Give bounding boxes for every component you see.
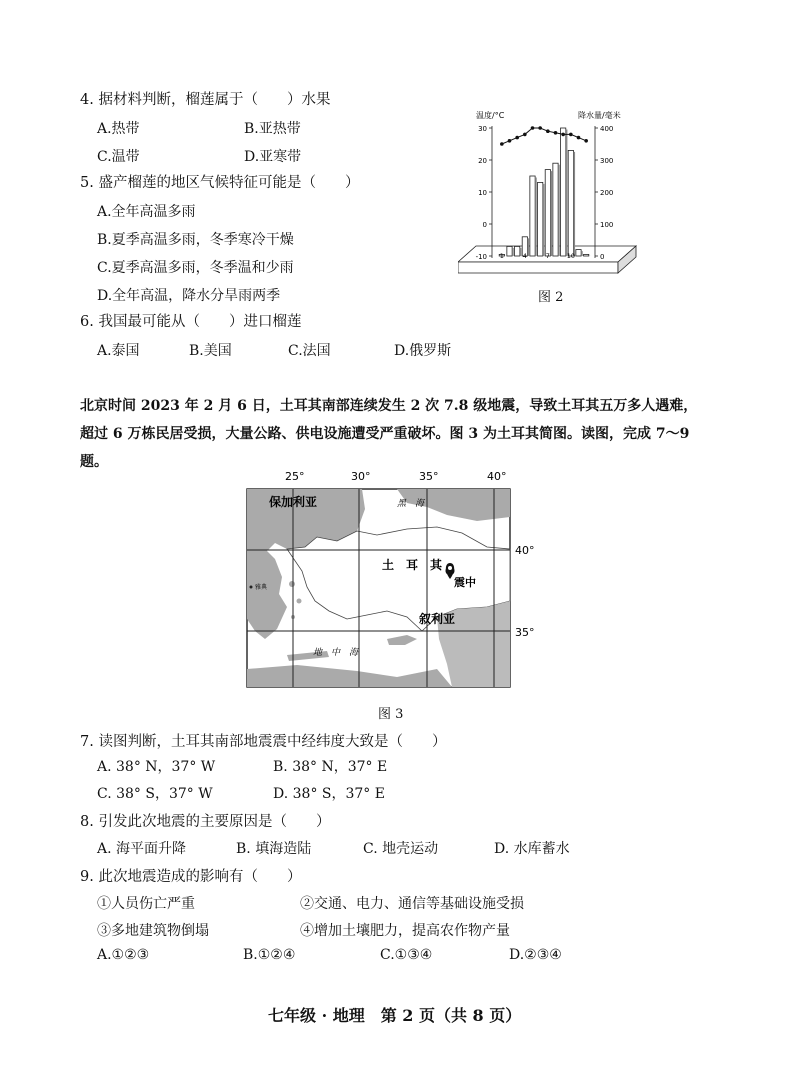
figure-3-turkey-map	[240, 468, 540, 693]
right-tick-label: 200	[600, 189, 614, 197]
q6-option-c[interactable]: C.法国	[288, 343, 331, 359]
temperature-polyline	[502, 128, 586, 144]
month-tick-label: 1	[499, 252, 504, 260]
q5-option-a[interactable]: A.全年高温多雨	[97, 204, 196, 220]
precipitation-bar	[538, 182, 543, 256]
q5-stem: 5. 盛产榴莲的地区气候特征可能是（ ）	[80, 175, 360, 191]
temperature-point	[538, 126, 542, 130]
temperature-line	[500, 126, 588, 146]
q9-option-b[interactable]: B.①②④	[243, 947, 296, 963]
q9-statement-2: ②交通、电力、通信等基础设施受损	[300, 896, 524, 912]
label-turkey: 土 耳 其	[382, 558, 443, 572]
month-tick-label: 10	[566, 252, 575, 260]
q4-option-a[interactable]: A.热带	[97, 121, 140, 137]
precipitation-bar-shadow	[512, 248, 514, 256]
q9-option-d[interactable]: D.②③④	[509, 947, 562, 963]
q6-option-a[interactable]: A.泰国	[97, 343, 140, 359]
temperature-point	[584, 139, 588, 143]
chart-base-front	[458, 262, 618, 273]
figure-3-caption: 图 3	[378, 707, 404, 722]
q5-option-b[interactable]: B.夏季高温多雨，冬季寒冷干燥	[97, 232, 294, 248]
precipitation-bars	[499, 128, 590, 256]
left-axis-ticks	[476, 125, 492, 261]
precipitation-bar-shadow	[566, 130, 568, 257]
temperature-point	[523, 133, 527, 137]
q8-option-d[interactable]: D. 水库蓄水	[494, 841, 570, 857]
q6-stem: 6. 我国最可能从（ ）进口榴莲	[80, 314, 302, 330]
temperature-point	[508, 139, 512, 143]
left-tick-label: 10	[478, 189, 487, 197]
left-axis-label: 温度/°C	[476, 111, 505, 120]
precipitation-bar	[561, 128, 566, 256]
precipitation-bar-shadow	[573, 152, 575, 256]
precipitation-bar-shadow	[520, 248, 522, 256]
left-tick-label: -10	[475, 253, 487, 261]
lon-label-25: 25°	[285, 470, 305, 483]
lon-label-40: 40°	[487, 470, 507, 483]
climate-chart-svg	[458, 106, 643, 281]
temperature-point	[546, 129, 550, 133]
figure-2-caption: 图 2	[538, 290, 564, 305]
q7-option-b[interactable]: B. 38° N，37° E	[273, 759, 388, 775]
left-tick-label: 0	[482, 221, 487, 229]
precipitation-bar	[545, 170, 550, 256]
aegean-island	[289, 581, 295, 587]
precipitation-bar	[553, 163, 558, 256]
aegean-island	[297, 599, 302, 604]
q5-option-d[interactable]: D.全年高温，降水分旱雨两季	[97, 288, 281, 304]
q8-option-b[interactable]: B. 填海造陆	[236, 841, 312, 857]
figure-2-climate-chart	[458, 106, 643, 281]
left-tick-label: 30	[478, 125, 487, 133]
label-mediterranean: 地 中 海	[313, 648, 359, 658]
q9-option-c[interactable]: C.①③④	[380, 947, 433, 963]
q9-option-a[interactable]: A.①②③	[97, 947, 150, 963]
right-axis-label: 降水量/毫米	[578, 111, 621, 120]
temperature-point	[531, 126, 535, 130]
temperature-point	[554, 131, 558, 135]
precipitation-bar-shadow	[527, 238, 529, 256]
precipitation-bar-shadow	[550, 171, 552, 256]
right-tick-label: 100	[600, 221, 614, 229]
q9-statement-4: ④增加土壤肥力，提高农作物产量	[300, 923, 510, 939]
athens-dot	[250, 586, 253, 589]
precipitation-bar-shadow	[558, 165, 560, 256]
label-athens: 雅典	[255, 584, 268, 591]
label-syria: 叙利亚	[419, 612, 456, 626]
q7-stem: 7. 读图判断，土耳其南部地震震中经纬度大致是（ ）	[80, 734, 447, 750]
label-black-sea: 黑 海	[397, 499, 425, 509]
lat-label-40: 40°	[515, 544, 535, 557]
q8-stem: 8. 引发此次地震的主要原因是（ ）	[80, 814, 331, 830]
q4-option-b[interactable]: B.亚热带	[244, 121, 301, 137]
precipitation-bar	[576, 250, 581, 256]
month-tick-label: 4	[522, 252, 527, 260]
q9-statement-3: ③多地建筑物倒塌	[97, 923, 209, 939]
q9-statement-1: ①人员伤亡严重	[97, 896, 195, 912]
precipitation-bar-shadow	[543, 184, 545, 256]
right-tick-label: 0	[600, 253, 605, 261]
q7-option-c[interactable]: C. 38° S，37° W	[97, 786, 213, 802]
label-epicenter: 震中	[454, 576, 476, 589]
q8-option-a[interactable]: A. 海平面升降	[97, 841, 187, 857]
precipitation-bar	[584, 254, 589, 256]
q7-option-d[interactable]: D. 38° S，37° E	[273, 786, 385, 802]
page-footer: 七年级 · 地理 第 2 页（共 8 页）	[268, 1006, 522, 1025]
precipitation-bar	[530, 176, 535, 256]
temperature-point	[500, 142, 504, 146]
month-tick-label: 7	[545, 252, 550, 260]
precipitation-bar-shadow	[581, 251, 583, 256]
lon-label-30: 30°	[351, 470, 371, 483]
temperature-point	[561, 133, 565, 137]
lat-label-35: 35°	[515, 626, 535, 639]
left-tick-label: 20	[478, 157, 487, 165]
turkey-map-svg	[240, 468, 540, 693]
precipitation-bar	[507, 246, 512, 256]
temperature-point	[515, 136, 519, 140]
q6-option-d[interactable]: D.俄罗斯	[394, 343, 452, 359]
precipitation-bar-shadow	[535, 178, 537, 257]
right-tick-label: 400	[600, 125, 614, 133]
temperature-point	[577, 136, 581, 140]
lon-label-35: 35°	[419, 470, 439, 483]
q4-option-d[interactable]: D.亚寒带	[244, 149, 302, 165]
temperature-point	[569, 133, 573, 137]
passage-text: 北京时间 2023 年 2 月 6 日，土耳其南部连续发生 2 次 7.8 级地震，导致土耳其五万多人遇难，超过 6 万栋民居受损，大量公路、供电设施遭受严重破坏。图 3 为土耳其简图。读图，完成 7～9 题。	[80, 398, 698, 470]
q4-stem: 4. 据材料判断，榴莲属于（ ）水果	[80, 92, 331, 108]
q7-option-a[interactable]: A. 38° N，37° W	[97, 759, 216, 775]
q9-stem: 9. 此次地震造成的影响有（ ）	[80, 869, 302, 885]
precipitation-bar	[515, 246, 520, 256]
right-tick-label: 300	[600, 157, 614, 165]
q6-option-b[interactable]: B.美国	[189, 343, 232, 359]
right-axis-ticks	[595, 125, 613, 261]
precipitation-bar	[568, 150, 573, 256]
q4-option-c[interactable]: C.温带	[97, 149, 140, 165]
q8-option-c[interactable]: C. 地壳运动	[363, 841, 439, 857]
q5-option-c[interactable]: C.夏季高温多雨，冬季温和少雨	[97, 260, 294, 276]
label-bulgaria: 保加利亚	[269, 495, 318, 509]
